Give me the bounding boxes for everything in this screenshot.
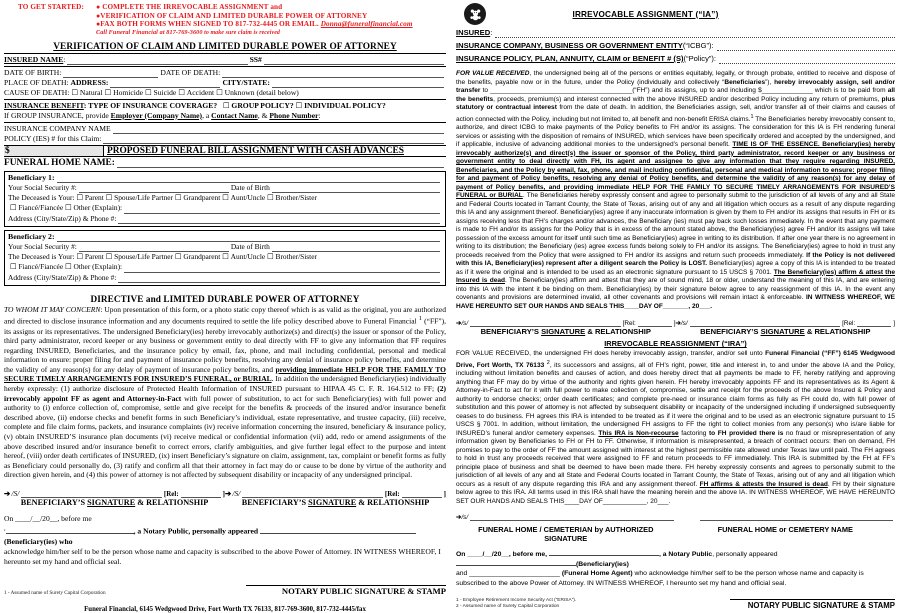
- right-notary-stamp-label: NOTARY PUBLIC SIGNATURE & STAMP: [747, 600, 895, 610]
- icbg-input[interactable]: [717, 42, 895, 51]
- for-value-received: FOR VALUE RECEIVED: [456, 70, 530, 77]
- funeral-home-name-input[interactable]: [117, 160, 444, 168]
- beneficiary-1-box: [4, 171, 446, 227]
- bullet-icon: ●: [95, 11, 101, 20]
- checkbox-parent[interactable]: ☐: [76, 252, 83, 262]
- field-insurance-company-name: [4, 124, 446, 134]
- funeral-financial-address: Funeral Financial (“FF”) 6145 Wedgwood Drive, Fort Worth, TX 76133: [456, 350, 895, 369]
- field-insured-name: INSURED NAME : SS#: [4, 55, 446, 65]
- arrow-icon: ➔: [4, 489, 11, 498]
- checkbox-unknown[interactable]: ☐: [216, 87, 223, 97]
- relation-spouse: Spouse/Life Partner: [114, 193, 174, 203]
- beneficiary-2-address-label: Address (City/State/Zip) & Phone #:: [8, 272, 117, 282]
- directive-p2a: . In addition the undersigned Beneficiary(ies) individually hereby expressly: (1) authorize disclosure of Protected Health Information of INSURED pursuant to HIPAA 45 C. F. R. 164.512 to FF;: [4, 374, 447, 394]
- checkbox-natural[interactable]: ☐: [71, 87, 78, 97]
- right-signature-line-1: [456, 319, 676, 327]
- beneficiary-2-name-input[interactable]: [57, 234, 440, 242]
- fh-slash-s: /s/: [461, 514, 469, 522]
- sig-label-b: & RELATIONSHIP: [585, 327, 651, 337]
- insurance-benefit-row: [4, 101, 446, 111]
- non-recourse-term: This IRA is Non-recourse: [598, 429, 679, 437]
- dob-input[interactable]: [63, 70, 158, 78]
- fh-signature-line: [456, 513, 676, 521]
- ia-footnote-ref-1: 1: [750, 113, 754, 120]
- right-notary-line-1: [456, 550, 895, 569]
- left-footer: Funeral Financial, 6145 Wedgwood Drive, Fort Worth TX 76133, 817-769-3600, 817-732-4445/fax: [84, 605, 366, 613]
- get-started-subnote-phone: Call Funeral Financial at 817-769-3600: [95, 28, 203, 36]
- cause-of-death-label: CAUSE OF DEATH:: [4, 87, 70, 97]
- get-started-item-1: [96, 3, 446, 12]
- checkbox-spouse[interactable]: ☐: [105, 193, 113, 203]
- beneficiary-2-ssn-row: [8, 242, 442, 252]
- if-group-pre: If GROUP INSURANCE, provide: [4, 110, 111, 120]
- arrow-icon: ➔: [675, 320, 681, 328]
- slash-s-1: /s/: [461, 320, 469, 328]
- proposed-amount-input[interactable]: $: [4, 146, 104, 156]
- policy-label: INSURANCE POLICY, PLAN, ANNUITY, CLAIM or BENEFIT # (S): [456, 54, 684, 63]
- checkbox-group-policy[interactable]: ☐: [222, 100, 230, 110]
- field-cause-of-death: [4, 88, 446, 98]
- address-input[interactable]: [110, 80, 220, 88]
- field-icbg: [456, 40, 895, 51]
- left-signature-line-1: [4, 489, 225, 498]
- right-notary-beneficiary-label: (Beneficiary(ies): [576, 560, 629, 568]
- ira-footnote-ref-2: 2: [546, 359, 550, 366]
- right-notary-name-input[interactable]: [549, 555, 659, 556]
- relation-fiance: Fiancé/Fiancée: [18, 203, 64, 213]
- divider: [4, 122, 446, 123]
- time-is-of-essence: TIME IS OF THE ESSENCE. Beneficiary(ies) hereby irrevocably authorize(s) and direct(s) the issuer or sponsor of the Policy, third party administrator, record keeper or any business or government entity to deal directly with FH, its agent and assignee to give any information that they require regarding INSURED, Beneficiaries, and the Policy by email, fax, phone, and mail including confidential, personal and medical information to ensure: proper filing for and payment of Policy benefits, resolving any denial of Policy benefits, and determine the validity of any reason(s) for any delay of payment of Policy benefits, and providing immediate HELP FOR THE FAMILY TO SECURE TIMELY ARRANGEMENTS FOR INSURED’S FUNERAL or BURIAL: [456, 141, 895, 200]
- left-signature-row: [4, 489, 446, 507]
- right-signature-cell-1: [456, 319, 676, 336]
- field-right-insured: INSURED :: [456, 27, 895, 38]
- insurance-benefit-label: INSURANCE BENEFIT: [4, 100, 84, 110]
- insured-name-input[interactable]: [67, 57, 247, 65]
- relation-brother-sister: Brother/Sister: [275, 193, 317, 203]
- beneficiary-2-name-row: [8, 232, 442, 242]
- provided-there-is: to FH provided there is: [708, 429, 784, 437]
- right-notary-line-2: [456, 569, 895, 588]
- field-funeral-home-name: [4, 158, 446, 168]
- right-notary-ack-text: who acknowledge him/her self to be the person whose name and capacity is subscribed to the above Power of Attorney. IN WITNESS WHEREOF, I hereunto set my hand and official seal.: [456, 570, 864, 587]
- directive-p1b: (“FF”), its assigns or its representatives. The undersigned Beneficiary(ies) hereby irrevocably authorize(s) and direct(s) the issuer or sponsor of the Policy, third party administrator, record keeper or any business or government entity to deal directly with FF to give any information that FF requires regarding INSURED, Beneficiaries, and the insurance policy by email, fax, phone, and mail including confidential, personal and medical information to ensure: proper filing for and payment of insurance policy benefits, resolving any denial of insurance policy benefits, and determine the validity of any reason(s) for any delay of payment of insurance policy benefits, and: [4, 316, 446, 374]
- checkbox-homicide[interactable]: ☐: [104, 87, 112, 97]
- group-policy-label: GROUP POLICY?: [231, 100, 294, 110]
- field-dob-dod: [4, 68, 446, 78]
- directive-footnote-ref: 1: [418, 315, 422, 323]
- checkbox-fiance[interactable]: ☐: [9, 262, 17, 272]
- sig-label-a: BENEFICIARY’S: [20, 498, 88, 507]
- fh-signature-labels: [456, 525, 895, 543]
- get-started-banner: [4, 3, 446, 37]
- relation-aunt-uncle: Aunt/Uncle: [230, 252, 266, 262]
- bear-logo-icon: [464, 3, 486, 25]
- right-footnote-2: 2 - Assumed name of Surety Capital Corporation: [456, 603, 560, 609]
- if-group-d: , &: [257, 110, 270, 120]
- ira-p2: , its successors and assigns, all of FH’s right, power, title and interest in, to and under the above IA and the Policy, including without limitation benefits and causes of action, and does hereby direct that all payments be made to FF, hereby ratifying and approving anything that FF may do by virtue of the authority and rights given herein. FH hereby irrevocably appoints FF and its representatives as its Agent & Attorney-in-Fact to act for it with full power to make collection of, compromise, settle and receipt for the proceeds of the above Insured & Policy and authority to endorse checks; order death certificates; and complete pre-need or insurance claim forms as fully as FH could do, with full power of substitution and this power of attorney is not affected by subsequent disability or incapacity of the undersigned including if undersigned subsequently ceases to do business. FH agrees this IRA is intended to be treated as if it were the original and to be used as an electronic signature pursuant to 15 USCS § 7001. In addition, without limitation, the undersigned FH assigns to FF the right to collect monies from any person(s) who is/are liable for INSURED’s funeral and/or cemetery expenses.: [456, 361, 895, 437]
- beneficiary-1-dob-input[interactable]: [272, 185, 440, 193]
- assign-sell-transfer: hereby irrevocably assign, sell and/or transfer: [456, 78, 896, 94]
- directive-p2b: with full power of substitution, to act for such Beneficiary(ies) with full power and authority to (i) enforce collection of, compromise, settle and give receipt for the benefits & proceeds of the insured and/or insurance benefit described above, (ii) endorse checks and benefit forms in such Beneficiary’s individual, estate representative, and trustee capacity, (iii) receive, complete and file claim forms, packets, and insurance complaints (iv) receive information concerning the insured, beneficiary & insurance policy, (v) obtain INSURED’S insurance plan documents (vi) receive medical or confidential information (vii) add, redo or amend assignments of the above described insured and/or insurance benefit to correct errors, clarify ambiguities, and give further legal effect to the purpose and intent hereof, (viii) order death certificates of INSURED, (ix) insert Beneficiary’s signature on claim, assignment, tax, complaint or benefit forms as fully as Beneficiary could personally do, (3) ratify and confirm all that their attorney in fact may do or cause to be done by virtue of the authority and direction given herein, and (4) this power of attorney is not affected by subsequent disability or incapacity of any undersigned principal.: [4, 393, 446, 480]
- beneficiary-1-deceased-label: The Deceased is Your:: [8, 193, 75, 203]
- relation-spouse: Spouse/Life Partner: [114, 252, 174, 262]
- divider: [4, 99, 446, 100]
- arrow-icon: ➔: [456, 320, 462, 328]
- cause-option-natural: Natural: [79, 87, 103, 97]
- fh-name-cell: [676, 513, 896, 521]
- ira-p4: no fraud or misrepresentation of any information given by Beneficiaries to FH or FH to FF. Otherwise, if information is misrepresented, a breach of contract occurs: then on demand, FH promises to pay to the order of FF the amount assigned with interest at the highest permissible rate allowed under Texas law until paid. The FH agrees to hold in trust any proceeds received that were assigned to FF and return proceeds to FF immediately. This IRA is submitted by the FH at FF’s principle place of business and shall be deemed to have been made there. FH hereby expressly consents and agrees to personally submit to the jurisdiction of all levels of any and all State and Federal Courts located in Tarrant County, the State of Texas, arising out of any and all litigation which occurs as a result of any dispute regarding this IRA and any assignment thereof.: [456, 429, 895, 488]
- dod-input[interactable]: [222, 70, 444, 78]
- beneficiary-1-name-input[interactable]: [57, 175, 440, 183]
- ia-p7: . The Beneficiaries hereby expressly consent and agree to personally submit to the jurisdiction of all levels of any and all State and Federal Courts located in Tarrant County, the State of Texas, arising out of any and all litigation which occurs as a result of any dispute regarding this IA and any assignment thereof. Beneficiary(ies) agree if any inaccurate information is given by them to FH and/or its assigns that results in FH or its assigns receiving less that FH’s charges and/or advances, the Beneficiary (ies) must pay back such losses immediately. In the event that any payment is made to FH and/or its assigns for the Policy that is in excess of the amount stated above, the Beneficiary(ies) agree FH and/or its assigns will take possession of the excess amount for itself until such time as Beneficiary(ies) agree in writing to its distribution. If after one year there is no agreement in writing to its distribution; the Beneficiary (ies) agree excess funds belong solely to FH and/or its assigns. The Beneficiary(ies) agree to hold in trust any proceeds received from the Policy that were assigned to FH and/or its assigns and return such proceeds immediately.: [456, 192, 895, 259]
- right-column: [450, 0, 900, 610]
- right-notary-appeared: , personally appeared: [712, 551, 778, 559]
- fh-name-input[interactable]: [700, 513, 894, 521]
- bullet-icon: ●: [95, 20, 101, 29]
- field-policy: [456, 53, 895, 64]
- policy-lost-clause: If the Policy is not delivered with this IA, Beneficiary(ies) represent after a diligent search the Policy is LOST.: [456, 251, 896, 268]
- if-group-insurance-row: [4, 111, 446, 121]
- place-of-death-label: PLACE OF DEATH:: [4, 77, 69, 87]
- slash-s-2: /S/: [232, 489, 241, 498]
- slash-s-1: /S/: [11, 489, 20, 498]
- right-bottom-row: [456, 598, 895, 610]
- right-signature-line-2: [673, 319, 896, 328]
- sig-label-a: BENEFICIARY’S: [700, 327, 761, 337]
- right-notary-and[interactable]: and ________________________: [456, 570, 562, 578]
- cause-option-accident: Accident: [186, 87, 215, 97]
- dod-label: DATE OF DEATH:: [160, 67, 221, 77]
- right-notary-on[interactable]: On ____/__/20__, before me,: [456, 551, 549, 559]
- if-group-b: , a: [202, 110, 212, 120]
- right-insured-input[interactable]: [495, 29, 895, 38]
- ia-p6: The Beneficiaries hereby irrevocably consent to, authorize, and direct ICBG to make payments of the Policy benefits to FH and/or its assigns. The consideration for this IA is FH rendering funeral services or assisting with the disposition of remains of INSURED, which services have been specifically ordered and accepted by the undersigned, and if applicable, inclusive of advancing additional monies to the undersigned’s personal benefit.: [456, 115, 895, 149]
- checkbox-spouse[interactable]: ☐: [105, 252, 113, 262]
- beneficiary-1-address-row: [8, 214, 442, 224]
- relation-fiance: Fiancé/Fiancée: [18, 262, 64, 272]
- relation-brother-sister: Brother/Sister: [275, 252, 317, 262]
- beneficiary-1-dob-label: Date of Birth: [230, 182, 270, 192]
- beneficiary-2-ssn-label: Your Social Security #:: [8, 242, 77, 251]
- fh-signature-row: [456, 513, 895, 521]
- right-beneficiary-signature-label-1: [456, 327, 676, 336]
- checkbox-grandparent[interactable]: ☐: [174, 252, 182, 262]
- beneficiary-2-title: Beneficiary 2:: [8, 231, 55, 241]
- right-footnotes: [456, 598, 576, 610]
- icbg-suffix: (“ICBG”):: [682, 41, 714, 50]
- notary-stamp-label: NOTARY PUBLIC SIGNATURE & STAMP: [281, 585, 446, 596]
- checkbox-grandparent[interactable]: ☐: [174, 193, 182, 203]
- directive-body: [4, 305, 446, 480]
- checkbox-other[interactable]: ☐: [64, 203, 72, 213]
- right-insured-label: INSURED: [456, 28, 491, 37]
- left-notary-block: [4, 514, 446, 567]
- beneficiary-1-title: Beneficiary 1:: [8, 172, 55, 182]
- fh-affirms-attests: FH affirms & attests the Insured is dead: [699, 480, 828, 488]
- notary-appeared-input[interactable]: [260, 533, 416, 534]
- divider: [4, 66, 446, 67]
- page-title: VERIFICATION OF CLAIM AND LIMITED DURABLE POWER OF ATTORNEY: [53, 41, 397, 52]
- beneficiary-1-ssn-row: [8, 183, 442, 193]
- beneficiary-2-relation-row: [8, 252, 442, 262]
- ira-body-text: [456, 350, 895, 506]
- right-footnote-1: 1 - Employee Retirement Income Security Act (“ERISA”).: [456, 597, 577, 603]
- ia-p5: from the date of death. In addition, the Beneficiaries assign, sell, and/or transfer all of their claims and causes of action connected with the Policy, including but not limited to, all benefit and non-benefit ERISA claims.: [456, 104, 896, 123]
- left-signature-cell-2: [222, 489, 446, 507]
- ia-p3: to _______________________________________(“FH”) and its assigns, up to and including $______________ which is to be paid from: [480, 87, 888, 94]
- beneficiary-1-address-label: Address (City/State/Zip) & Phone #:: [8, 213, 117, 223]
- rel-label-2: [Rel:: [384, 490, 400, 498]
- beneficiary-signature-input-2[interactable]: [242, 490, 382, 498]
- checkbox-aunt-uncle[interactable]: ☐: [222, 193, 229, 203]
- beneficiary-1-ssn-input[interactable]: [79, 185, 229, 193]
- sig-label-u: SIGNATURE: [760, 327, 805, 337]
- in-witness-whereof: IN WITNESS WHEREOF, WE HAVE HEREUNTO SET OUR HANDS AND SEALS THIS____DAY OF_______, 20___.: [456, 294, 895, 310]
- right-notary-appeared-input[interactable]: [456, 565, 576, 566]
- ira-p3: factoring: [678, 429, 709, 437]
- beneficiary-signature-label-1: [4, 498, 225, 507]
- get-started-item-2: [96, 12, 446, 21]
- proposed-bill-title: PROPOSED FUNERAL BILL ASSIGNMENT WITH CASH ADVANCES: [107, 145, 404, 156]
- statutory-interest: plus statutory or contractual interest: [456, 95, 895, 111]
- individual-policy-label: INDIVIDUAL POLICY?: [304, 100, 386, 110]
- beneficiary-2-ssn-input[interactable]: [79, 244, 229, 252]
- beneficiary-1-name-row: [8, 173, 442, 183]
- checkbox-parent[interactable]: ☐: [76, 193, 83, 203]
- email-link[interactable]: Donna@funeralfinancial.com: [320, 20, 413, 29]
- insurance-company-name-input[interactable]: [113, 126, 444, 134]
- funeral-home-agent-label: (Funeral Home Agent): [561, 570, 633, 578]
- right-notary-stamp: [730, 599, 895, 610]
- funeral-home-name-label: FUNERAL HOME NAME:: [4, 157, 115, 168]
- sig-label-a: BENEFICIARY’S: [241, 498, 309, 507]
- beneficiary-1-address-input[interactable]: [118, 216, 440, 224]
- rel-label-2: [Rel:: [842, 320, 856, 328]
- directive-lead-italic: TO WHOM IT MAY CONCERN: [4, 304, 101, 314]
- beneficiary-2-address-input[interactable]: [118, 275, 440, 283]
- cause-option-unknown: Unknown (detail below): [224, 87, 299, 97]
- relation-grandparent: Grandparent: [183, 252, 221, 262]
- right-beneficiary-signature-input-2[interactable]: [690, 319, 840, 327]
- slash-s-2: /s/: [680, 320, 688, 328]
- get-started-item-3: ●FAX BOTH FORMS WHEN SIGNED TO 817-732-4445 OR EMAIL. Donna@funeralfinancial.com: [95, 20, 413, 29]
- get-started-item-1-label: COMPLETE THE IRREVOCABLE ASSIGNMENT and: [102, 3, 283, 11]
- notary-appeared-line: [4, 524, 446, 547]
- get-started-subnote: [96, 29, 446, 37]
- beneficiary-2-dob-input[interactable]: [272, 244, 440, 252]
- fh-signature-input[interactable]: [470, 513, 673, 521]
- ia-p4: , proceeds, premium(s) and interest connected with the above INSURED and/or described Policy including any return of premiums,: [493, 95, 882, 103]
- city-state-input[interactable]: [272, 80, 444, 88]
- relation-other: Other (Explain):: [73, 262, 123, 272]
- beneficiary-signature-input-1[interactable]: [21, 490, 161, 498]
- fh-cemetery-name-label: FUNERAL HOME or CEMETERY NAME: [717, 525, 853, 535]
- checkbox-fiance[interactable]: ☐: [9, 203, 17, 213]
- address-label: ADDRESS:: [70, 77, 109, 87]
- sig-label-b: & RELATIONSHIP: [135, 498, 209, 507]
- ira-p5: . FH by their signature below agree to this IRA. All terms used in this IRA shall have the meaning herein and the above IA. IN WITNESS WHEREOF, WE HAVE HEREUNTO SET OUR HANDS AND SEALS THIS____DAY OF____________, 20___.: [456, 480, 896, 505]
- right-signature-cell-2: [673, 319, 896, 337]
- ia-p2: ”),: [765, 78, 775, 86]
- cause-option-suicide: Suicide: [153, 87, 177, 97]
- rel-close-2: ]: [443, 490, 446, 498]
- insured-name-label: INSURED NAME: [4, 54, 64, 64]
- directive-title: DIRECTIVE and LIMITED DURABLE POWER OF ATTORNEY: [90, 293, 360, 304]
- checkbox-aunt-uncle[interactable]: ☐: [222, 252, 229, 262]
- rel-label-1: [Rel:: [163, 490, 179, 498]
- contact-name: Contact Name: [211, 110, 258, 120]
- beneficiary-2-dob-label: Date of Birth: [230, 242, 270, 251]
- rel-input-1[interactable]: [181, 490, 221, 498]
- left-signature-cell-1: [4, 489, 225, 507]
- sig-label-b: & RELATIONSHIP: [804, 327, 871, 337]
- beneficiary-1-other-row: [8, 203, 442, 213]
- rel-input-2[interactable]: [402, 490, 442, 498]
- sig-label-u: SIGNATURE: [308, 498, 357, 507]
- relation-parent: Parent: [84, 193, 104, 203]
- directive-emphasis-help: providing immediate HELP FOR THE FAMILY TO SECURE TIMELY ARRANGEMENTS FOR INSURED’S FUNERAL, or BURIAL: [4, 364, 446, 384]
- beneficiary-1-ssn-label: Your Social Security #:: [8, 182, 77, 192]
- coverage-question: : TYPE OF INSURANCE COVERAGE?: [83, 100, 218, 110]
- bullet-icon: ●: [95, 3, 101, 11]
- arrow-icon: ➔: [456, 514, 462, 522]
- checkbox-suicide[interactable]: ☐: [144, 87, 152, 97]
- sig-label-b: & RELATIONSHIP: [356, 498, 430, 507]
- cause-option-homicide: Homicide: [113, 87, 144, 97]
- policy-suffix: (“Policy”):: [683, 54, 717, 63]
- ira-p1: FOR VALUE RECEIVED, the undersigned FH does hereby irrevocably assign, transfer, and/or sell unto: [456, 350, 766, 358]
- get-started-subnote-tail: to make sure claim is received: [202, 29, 280, 36]
- relation-aunt-uncle: Aunt/Uncle: [230, 193, 266, 203]
- policy-ies-input[interactable]: [103, 136, 444, 144]
- right-beneficiary-signature-input-1[interactable]: [470, 319, 620, 327]
- sig-label-u: SIGNATURE: [541, 327, 586, 337]
- rel-label-1: [Rel:: [622, 320, 636, 328]
- ia-p1: , the undersigned being all of the persons or entities equitably, legally, or through probate, entitled to receive and dispose of the benefits, payable now or in the future, under the Policy (individually and collectively “: [456, 70, 895, 86]
- get-started-label: TO GET STARTED:: [18, 3, 84, 11]
- beneficiary-2-other-row: [8, 262, 442, 272]
- arrow-icon: ➔: [225, 489, 232, 498]
- ssn-input[interactable]: [264, 57, 444, 65]
- beneficiary-1-relation-row: [8, 193, 442, 203]
- right-notary-stamp-line: [730, 599, 895, 600]
- left-footnote-row: [4, 575, 446, 596]
- notary-public-label: , a Notary Public, personally appeared: [133, 526, 261, 536]
- rel-close-1: ]: [673, 320, 676, 328]
- notary-date-line[interactable]: On ____/__/20__, before me: [4, 514, 92, 523]
- left-footnote: 1 - Assumed name of Surety Capital Corporation: [4, 589, 106, 596]
- all-the-benefits: all the benefits: [456, 87, 895, 103]
- beneficiary-2-box: [4, 230, 446, 286]
- notary-mark: ,: [4, 525, 6, 532]
- checkbox-other[interactable]: ☐: [64, 262, 72, 272]
- insurance-company-name-label: INSURANCE COMPANY NAME: [4, 123, 111, 133]
- left-notary-stamp: [246, 585, 446, 596]
- sig-label-a: BENEFICIARY’S: [480, 327, 542, 337]
- city-state-label: CITY/STATE:: [222, 77, 270, 87]
- beneficiary-2-deceased-label: The Deceased is Your:: [8, 252, 75, 262]
- beneficiary-2-other-input[interactable]: [124, 265, 440, 273]
- if-group-f: :: [318, 110, 321, 120]
- notary-name-input[interactable]: [6, 533, 134, 534]
- ia-p9: . The Beneficiary(ies) affirm and attest that they are of sound mind, 18 or older, understand the meaning of this IA, and are entering into this IA with the intent it be binding on them. Beneficiary(ies) by their signature below agree to any reassignment of this IA. In the event any covenants and provisions are determined invalid, all other covenants and provisions will remain intact & enforceable.: [456, 277, 895, 302]
- right-header: [456, 3, 895, 25]
- right-beneficiary-signature-label-2: [676, 327, 896, 336]
- fh-authorized-signature-label: FUNERAL HOME / CEMETERIAN by AUTHORIZED SIGNATURE: [478, 525, 654, 544]
- get-started-item-3-label: FAX BOTH FORMS WHEN SIGNED TO 817-732-4445 OR EMAIL: [100, 20, 317, 29]
- right-notary-public-label: , a Notary Public: [658, 551, 713, 559]
- beneficiaries-term: Beneficiaries: [724, 78, 766, 86]
- policy-ies-label: POLICY (IES) # for this Claim:: [4, 133, 102, 143]
- relation-parent: Parent: [84, 252, 104, 262]
- icbg-label: INSURANCE COMPANY, BUSINESS OR GOVERNMENT ENTITY: [456, 41, 683, 50]
- right-page-title: IRREVOCABLE ASSIGNMENT (“IA”): [572, 9, 719, 19]
- get-started-item-2-label: VERIFICATION OF CLAIM AND LIMITED DURABLE POWER OF ATTORNEY: [100, 11, 368, 20]
- checkbox-accident[interactable]: ☐: [178, 87, 185, 97]
- ssn-label: SS#: [249, 54, 262, 64]
- relation-grandparent: Grandparent: [183, 193, 221, 203]
- right-rel-input-2[interactable]: [857, 319, 891, 327]
- directive-p1a: : Upon presentation of this form, or a photo static copy thereof which is as valid as the original, you are authorized and directed to disclose insurance information and any documents required to settle the life policy described above to Funeral Financial: [4, 304, 446, 326]
- checkbox-individual-policy[interactable]: ☐: [295, 100, 303, 110]
- beneficiary-1-other-input[interactable]: [124, 206, 440, 214]
- affirm-attest-dead: The Beneficiary(ies) affirm & attest the Insured is dead: [456, 268, 895, 285]
- proposed-bill-row: [4, 145, 446, 157]
- field-policy-ies: [4, 134, 446, 144]
- relation-other: Other (Explain):: [73, 203, 123, 213]
- fh-signature-cell: [456, 513, 676, 521]
- rel-close-2: ]: [893, 320, 895, 328]
- right-rel-input-1[interactable]: [638, 319, 672, 327]
- ia-p8: Beneficiary(ies) agree a copy of this IA is intended to be treated as if it were the original and is intended to be used as an electronic signature pursuant to 15 USCS § 7001.: [456, 260, 895, 276]
- right-notary-block: [456, 550, 895, 588]
- notary-ack-text: acknowledge him/her self to be the person whose name and capacity is subscribed to the above Power of Attorney. IN WITNESS WHEREOF, I hereunto set my hand and official seal.: [4, 546, 441, 566]
- field-place-of-death: [4, 78, 446, 88]
- dob-label: DATE OF BIRTH:: [4, 67, 62, 77]
- beneficiary-2-address-row: [8, 273, 442, 283]
- fh-name-line: [676, 513, 896, 521]
- notary-beneficiary-label: (Beneficiary(ies) who: [4, 536, 73, 546]
- rel-close-1: ]: [222, 490, 225, 498]
- right-signature-row: [456, 319, 895, 336]
- directive-appoint-ff: (2) irrevocably appoint FF as agent and Attorney-in-Fact: [4, 384, 446, 403]
- policy-input[interactable]: [719, 55, 895, 64]
- checkbox-brother-sister[interactable]: ☐: [267, 193, 274, 203]
- left-signature-line-2: [222, 489, 446, 498]
- employer-company-name: Employer (Company Name): [110, 110, 203, 120]
- get-started-items: [96, 3, 446, 37]
- sig-label-u: SIGNATURE: [87, 498, 136, 507]
- ia-body-text: [456, 70, 895, 311]
- checkbox-brother-sister[interactable]: ☐: [267, 252, 274, 262]
- phone-number: Phone Number: [269, 110, 319, 120]
- ira-title: IRREVOCABLE REASSIGNMENT (“IRA”): [604, 339, 747, 349]
- beneficiary-signature-label-2: [225, 498, 446, 507]
- divider: [4, 53, 446, 54]
